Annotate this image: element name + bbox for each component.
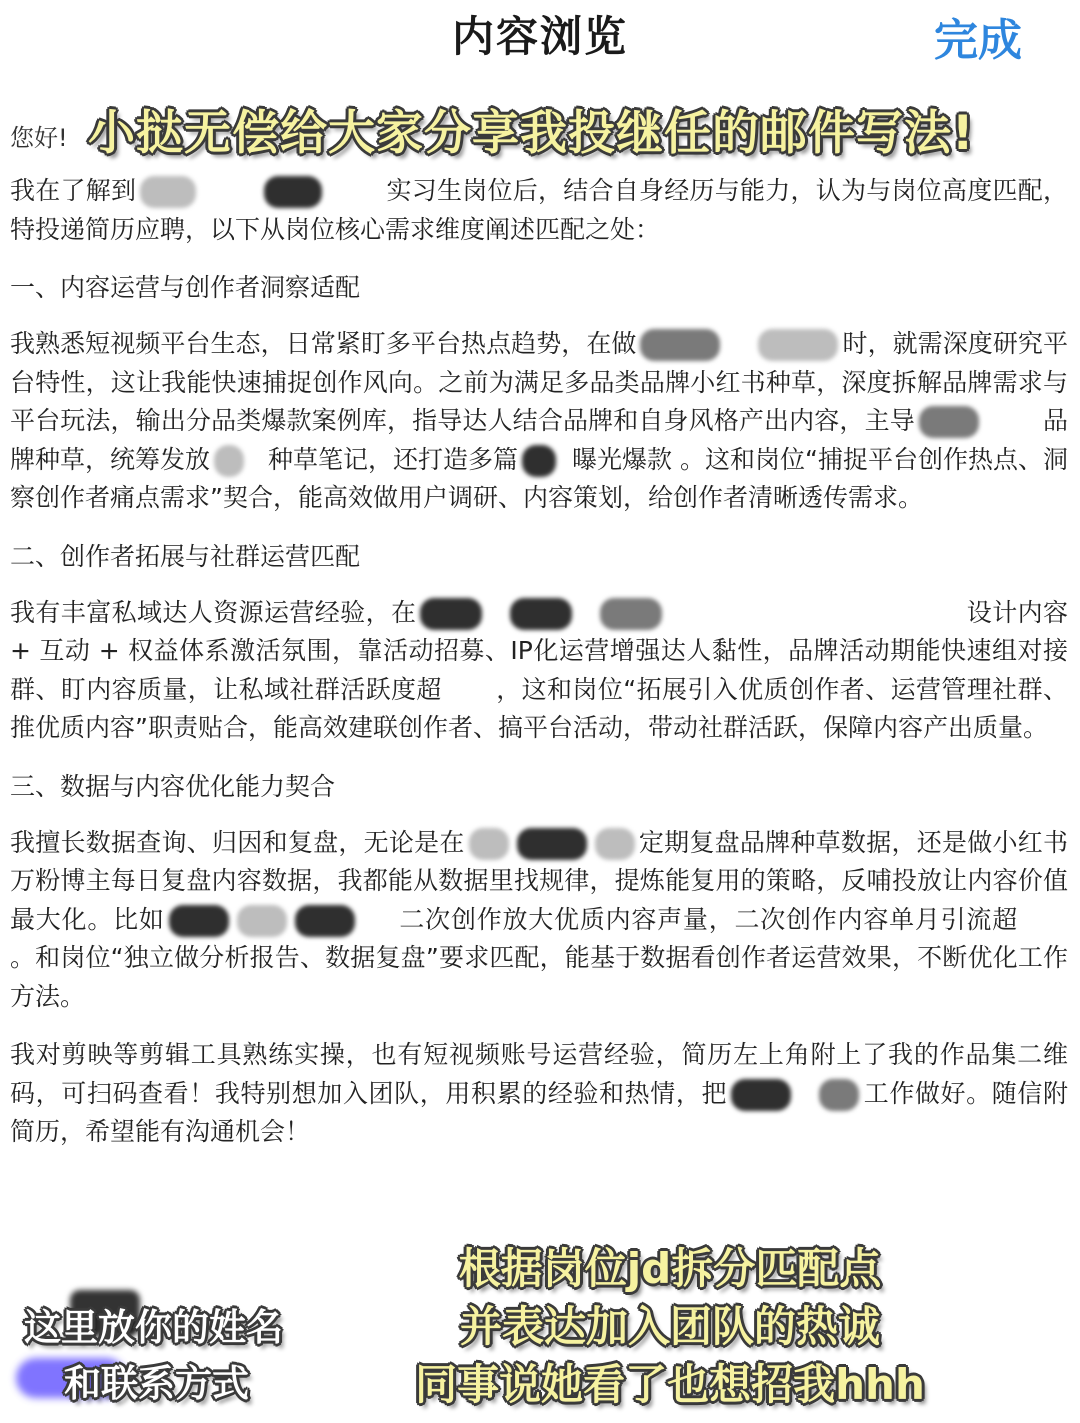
title-overlay-text: 小挞无偿给大家分享我投继任的邮件写法!	[88, 106, 975, 161]
section-1-text: 时，就需深度研究平台特性，这让我能快速捕捉创作风向。之前为满足多品类品牌小红书种草，深度拆解品牌需求与平台玩法，输出分品类爆款案例库，指导达人结合品牌和自身风格产出内容，主导	[10, 329, 1068, 435]
email-body	[10, 172, 1068, 1172]
section-heading-3: 三、数据与内容优化能力契合	[10, 771, 336, 801]
greeting-row	[10, 96, 1070, 166]
section-2-text: 设计内容 + 互动 + 权益体系激活氛围，靠活动招募、IP化运营增强达人黏性，品牌活动期能快速组对接群、盯内容质量，让私域社群活跃度超	[10, 597, 1068, 704]
section-2-paragraph	[10, 594, 1068, 748]
contact-line-2: 和联系方式	[64, 1362, 249, 1405]
section-1-text: 种草笔记，还打造多篇	[268, 444, 519, 474]
section-1-text: 曝光爆款 。这和岗位“捕捉平台创作热点、洞察创作者痛点需求”契合，能高效做用户调研、内容策划，给创作者清晰透传需求。	[10, 444, 1068, 512]
redaction-blur	[522, 445, 556, 477]
section-1-text: 品牌种草，统筹发放	[10, 406, 1068, 474]
redaction-blur	[819, 1079, 859, 1111]
section-3-text: 二次创作放大优质内容声量，二次创作内容单月引流超	[398, 904, 1018, 934]
redaction-blur	[169, 905, 229, 937]
redaction-blur	[510, 598, 572, 630]
done-button[interactable]: 完成	[934, 15, 1022, 66]
redaction-blur	[237, 905, 287, 937]
greeting-text: 您好!	[10, 124, 68, 152]
navigation-bar	[0, 0, 1080, 70]
section-2-text: 我有丰富私域达人资源运营经验，在	[10, 597, 417, 627]
redaction-blur	[758, 329, 838, 361]
closing-text: 我对剪映等剪辑工具熟练实操，也有短视频账号运营经验，简历左上角附上了我的作品集二维码，可扫码查看！我特别想加入团队，用积累的经验和热情，把	[10, 1040, 1068, 1108]
redaction-blur	[731, 1079, 791, 1111]
redaction-blur	[264, 176, 322, 208]
closing-text: 工作做好。随信附简历，希望能有沟通机会！	[10, 1078, 1068, 1146]
section-heading-1: 一、内容运营与创作者洞察适配	[10, 273, 361, 302]
section-2-text: ，这和岗位“拓展引入优质创作者、运营管理社群、推优质内容”职责贴合，能高效建联创作者、搞平台活动，带动社群活跃，保障内容产出质量。	[10, 674, 1068, 742]
redaction-blur	[140, 176, 196, 208]
contact-line-1: 这里放你的姓名	[24, 1306, 283, 1349]
tip-line-1: 根据岗位jd拆分匹配点	[458, 1244, 882, 1293]
redaction-blur	[295, 905, 355, 937]
redaction-blur	[919, 406, 979, 438]
section-heading-2: 二、创作者拓展与社群运营匹配	[10, 541, 361, 571]
tips-overlay	[400, 1240, 940, 1414]
redaction-blur	[595, 828, 635, 860]
redaction-blur	[640, 329, 720, 361]
contact-placeholder-note	[24, 1300, 324, 1412]
page-title: 内容浏览	[451, 12, 628, 61]
section-3-text: 定期复盘品牌种草数据，还是做小红书万粉博主每日复盘内容数据，我都能从数据里找规律，提炼能复用的策略，反哺投放让内容价值最大化。比如	[10, 827, 1068, 934]
intro-paragraph	[10, 172, 1068, 249]
intro-text-a: 我在了解到	[10, 176, 137, 205]
tip-line-3: 同事说她看了也想招我hhh	[415, 1360, 925, 1409]
section-3-text: 。和岗位“独立做分析报告、数据复盘”要求匹配，能基于数据看创作者运营效果，不断优化工作方法。	[10, 943, 1068, 1011]
redaction-blur	[214, 445, 244, 477]
closing-paragraph	[10, 1036, 1068, 1152]
redaction-blur	[420, 598, 482, 630]
section-1-paragraph	[10, 325, 1068, 518]
redaction-blur	[469, 828, 509, 860]
tip-line-2: 并表达加入团队的热诚	[459, 1302, 880, 1351]
redaction-blur	[517, 828, 587, 860]
section-3-text: 我擅长数据查询、归因和复盘，无论是在	[10, 827, 465, 857]
intro-text-b: 实习生岗位后，结合自身经历与能力，认为与岗位高度匹配，特投递简历应聘，以下从岗位核心需求维度阐述匹配之处：	[10, 176, 1068, 244]
redaction-blur	[600, 598, 662, 630]
section-3-paragraph	[10, 824, 1068, 1017]
section-1-text: 我熟悉短视频平台生态，日常紧盯多平台热点趋势，在做	[10, 329, 637, 358]
